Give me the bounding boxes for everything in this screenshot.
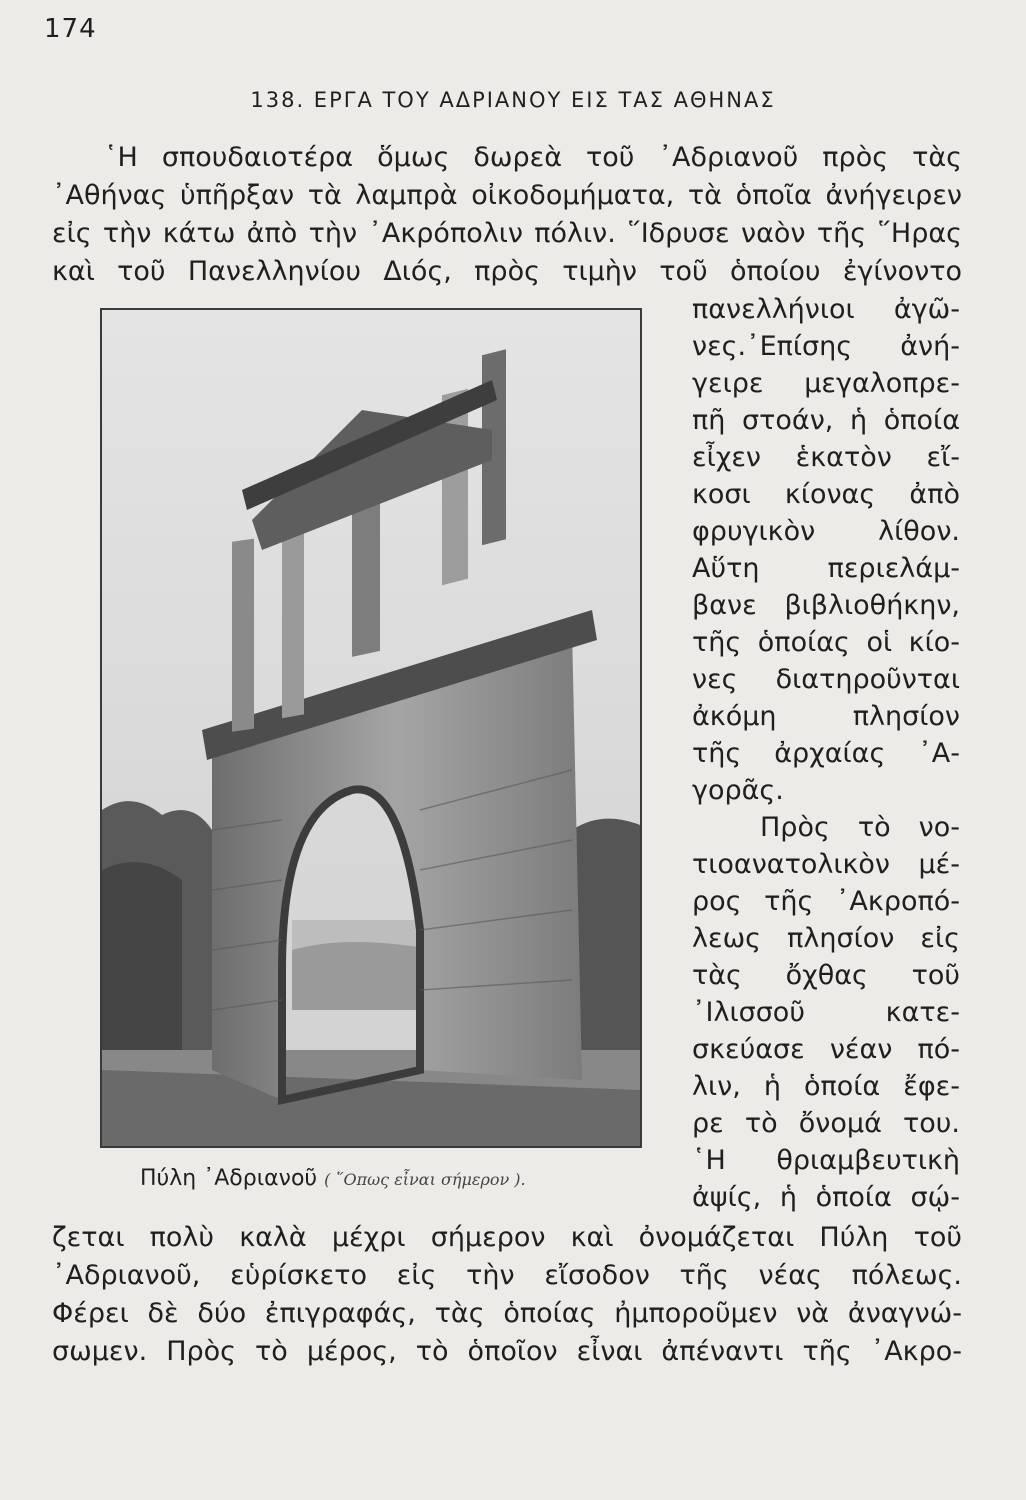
body-line: σωμεν. Πρὸς τὸ μέρος, τὸ ὁποῖον εἶναι ἀπέναντι τῆς ᾿Ακρο- — [52, 1336, 962, 1367]
column-line: ρε τὸ ὄνομά του. — [692, 1108, 960, 1139]
column-line: λεως πλησίον εἰς — [692, 923, 960, 954]
column-line: ῾Η θριαμβευτικὴ — [692, 1145, 960, 1176]
column-line: πανελλήνιοι ἀγῶ- — [692, 294, 960, 325]
body-line: ᾿Αθήνας ὑπῆρξαν τὰ λαμπρὰ οἰκοδομήματα, τὰ ὁποῖα ἀνήγειρεν — [52, 180, 962, 211]
column-line: Αὕτη περιελάμ- — [692, 553, 960, 584]
caption-title: Πύλη ᾿Αδριανοῦ — [140, 1166, 318, 1191]
column-line: λιν, ἡ ὁποία ἔφε- — [692, 1071, 960, 1102]
caption-subtitle: ( ῞Οπως εἶναι σήμερον ). — [324, 1170, 526, 1189]
body-line: ῾Η σπουδαιοτέρα ὅμως δωρεὰ τοῦ ᾿Αδριανοῦ πρὸς τὰς — [104, 142, 962, 173]
column-line: τῆς ὁποίας οἱ κίο- — [692, 627, 960, 658]
column-line: ρος τῆς ᾿Ακροπό- — [692, 886, 960, 917]
figure-caption — [140, 1166, 526, 1191]
hadrians-arch-photo — [100, 308, 642, 1148]
column-line: φρυγικὸν λίθον. — [692, 516, 960, 547]
column-line: βανε βιβλιοθήκην, — [692, 590, 960, 621]
page-number: 174 — [44, 14, 97, 44]
column-line: πῆ στοάν, ἡ ὁποία — [692, 405, 960, 436]
column-line: τιοανατολικὸν μέ- — [692, 849, 960, 880]
column-line: ἀψίς, ἡ ὁποία σῴ- — [692, 1182, 960, 1213]
body-line: ᾿Αδριανοῦ, εὑρίσκετο εἰς τὴν εἴσοδον τῆς νέας πόλεως. — [52, 1260, 962, 1291]
body-line: εἰς τὴν κάτω ἀπὸ τὴν ᾿Ακρόπολιν πόλιν. ῞Ιδρυσε ναὸν τῆς ῞Ηρας — [52, 218, 962, 249]
column-line: νες.᾿Επίσης ἀνή- — [692, 331, 960, 362]
chapter-heading: 138. ΕΡΓΑ ΤΟΥ ΑΔΡΙΑΝΟΥ ΕΙΣ ΤΑΣ ΑΘΗΝΑΣ — [250, 88, 776, 112]
column-line: σκεύασε νέαν πό- — [692, 1034, 960, 1065]
column-line: τῆς ἀρχαίας ᾿Α- — [692, 738, 960, 769]
column-line: γορᾶς. — [692, 775, 784, 806]
column-line: εἶχεν ἑκατὸν εἴ- — [692, 442, 960, 473]
body-line: καὶ τοῦ Πανελληνίου Διός, πρὸς τιμὴν τοῦ ὁποίου ἐγίνοντο — [52, 256, 962, 287]
column-line: Πρὸς τὸ νο- — [760, 812, 960, 843]
column-line: γειρε μεγαλοπρε- — [692, 368, 960, 399]
column-line: τὰς ὄχθας τοῦ — [692, 960, 960, 991]
column-line: ἀκόμη πλησίον — [692, 701, 960, 732]
column-line: ᾿Ιλισσοῦ κατε- — [692, 997, 960, 1028]
column-line: κοσι κίονας ἀπὸ — [692, 479, 960, 510]
body-line: ζεται πολὺ καλὰ μέχρι σήμερον καὶ ὀνομάζεται Πύλη τοῦ — [52, 1222, 962, 1253]
body-line: Φέρει δὲ δύο ἐπιγραφάς, τὰς ὁποίας ἠμποροῦμεν νὰ ἀναγνώ- — [52, 1298, 962, 1329]
column-line: νες διατηροῦνται — [692, 664, 960, 695]
